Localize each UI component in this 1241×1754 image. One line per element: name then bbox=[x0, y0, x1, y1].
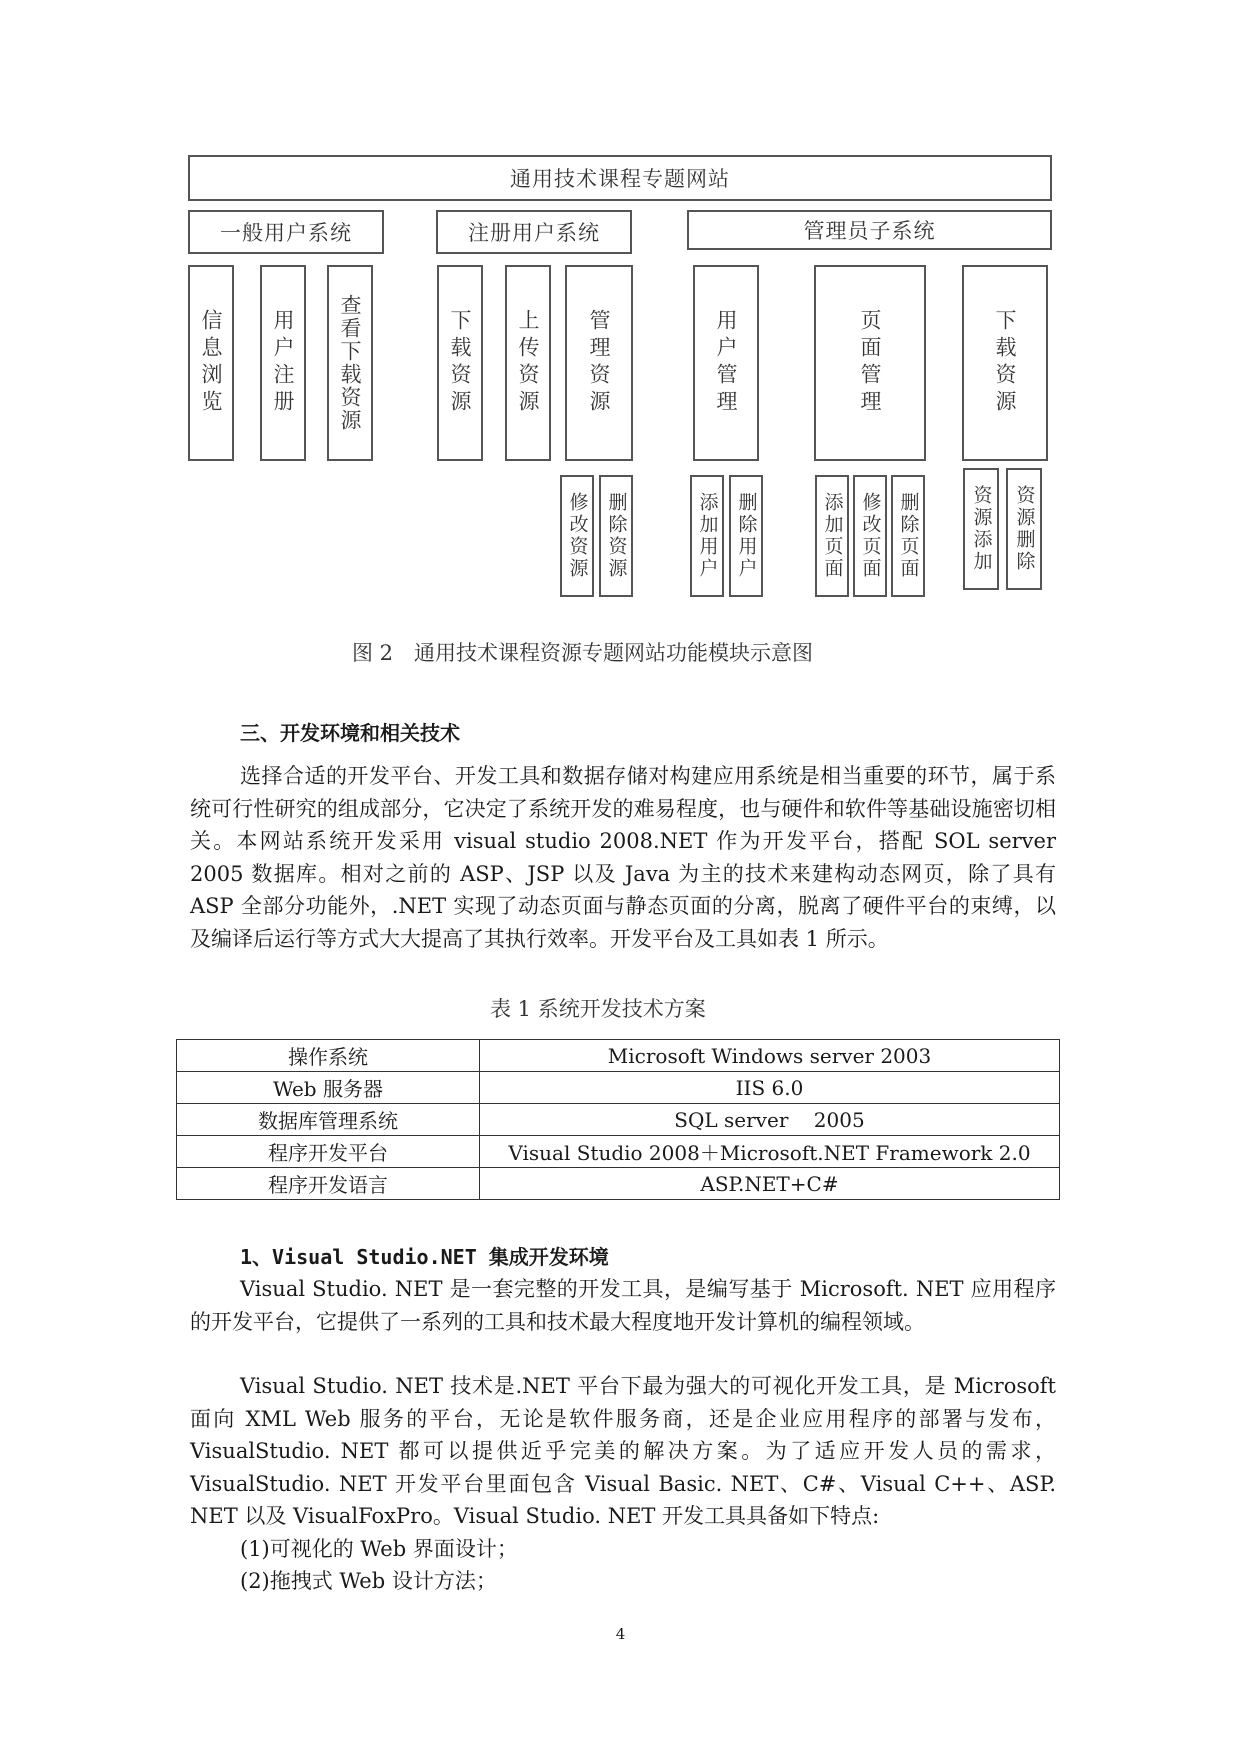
module-download-resource: 下载资源 bbox=[437, 265, 483, 461]
module-info-browse: 信息浏览 bbox=[188, 265, 234, 461]
submodule-modify-page: 修改页面 bbox=[853, 475, 887, 597]
submodule-delete-user: 删除用户 bbox=[729, 475, 763, 597]
table-cell: IIS 6.0 bbox=[480, 1072, 1060, 1104]
page-number: 4 bbox=[615, 1625, 626, 1643]
table-cell: Microsoft Windows server 2003 bbox=[480, 1040, 1060, 1072]
submodule-add-resource: 资源添加 bbox=[963, 468, 999, 590]
table-row bbox=[177, 1168, 1060, 1200]
paragraph-vs-detail: Visual Studio. NET 技术是.NET 平台下最为强大的可视化开发工具，是 Microsoft 面向 XML Web 服务的平台，无论是软件服务商，还是企业应用程序的部署与发布，VisualStudio. NET 都可以提供近乎完美的解决方案。为了适应开发人员的需求，VisualStudio. NET 开发平台里面包含 Visual Basic. NET、C#、Visual C++、ASP. NET 以及 VisualFoxPro。Visual Studio. NET 开发工具具备如下特点: bbox=[190, 1374, 1056, 1528]
table-cell: 程序开发平台 bbox=[177, 1136, 480, 1168]
table-row bbox=[177, 1104, 1060, 1136]
table-cell: Visual Studio 2008＋Microsoft.NET Framework 2.0 bbox=[480, 1136, 1060, 1168]
diagram-root-box: 通用技术课程专题网站 bbox=[188, 155, 1052, 201]
paragraph-vs-intro: Visual Studio. NET 是一套完整的开发工具，是编写基于 Microsoft. NET 应用程序的开发平台，它提供了一系列的工具和技术最大程度地开发计算机的编程领域。 bbox=[190, 1277, 1056, 1334]
table-cell: SQL server 2005 bbox=[480, 1104, 1060, 1136]
submodule-add-page: 添加页面 bbox=[815, 475, 849, 597]
table-caption: 表 1 系统开发技术方案 bbox=[490, 997, 706, 1021]
table-cell: 程序开发语言 bbox=[177, 1168, 480, 1200]
submodule-remove-resource: 资源删除 bbox=[1006, 468, 1042, 590]
module-admin-download: 下载资源 bbox=[962, 265, 1048, 461]
module-upload-resource: 上传资源 bbox=[505, 265, 551, 461]
module-manage-resource: 管理资源 bbox=[565, 265, 633, 461]
intro-paragraph: 选择合适的开发平台、开发工具和数据存储对构建应用系统是相当重要的环节，属于系统可行性研究的组成部分，它决定了系统开发的难易程度，也与硬件和软件等基础设施密切相关。本网站系统开发采用 visual studio 2008.NET 作为开发平台，搭配 SOL server 2005 数据库。相对之前的 ASP、JSP 以及 Java 为主的技术来建构动态网页，除了具有 ASP 全部分功能外，.NET 实现了动态页面与静态页面的分离，脱离了硬件平台的束缚，以及编译后运行等方式大大提高了其执行效率。开发平台及工具如表 1 所示。 bbox=[190, 764, 1056, 951]
module-page-management: 页面管理 bbox=[814, 265, 926, 461]
figure-caption: 图 2 通用技术课程资源专题网站功能模块示意图 bbox=[352, 641, 814, 665]
subsection-heading: 1、Visual Studio.NET 集成开发环境 bbox=[240, 1245, 609, 1269]
table-row bbox=[177, 1072, 1060, 1104]
module-user-management: 用户管理 bbox=[693, 265, 759, 461]
tech-table bbox=[176, 1039, 1060, 1200]
submodule-add-user: 添加用户 bbox=[690, 475, 724, 597]
subsystem-registered-user: 注册用户系统 bbox=[436, 210, 632, 254]
module-view-download: 查看下载资源 bbox=[327, 265, 373, 461]
submodule-modify-resource: 修改资源 bbox=[560, 475, 594, 597]
table-row bbox=[177, 1136, 1060, 1168]
submodule-delete-resource: 删除资源 bbox=[599, 475, 633, 597]
table-cell: 操作系统 bbox=[177, 1040, 480, 1072]
table-cell: 数据库管理系统 bbox=[177, 1104, 480, 1136]
section-heading: 三、开发环境和相关技术 bbox=[240, 721, 460, 745]
module-user-register: 用户注册 bbox=[260, 265, 306, 461]
table-row bbox=[177, 1040, 1060, 1072]
feature-item-1: (1)可视化的 Web 界面设计； bbox=[240, 1537, 518, 1561]
subsystem-admin: 管理员子系统 bbox=[687, 210, 1052, 250]
table-cell: Web 服务器 bbox=[177, 1072, 480, 1104]
feature-item-2: (2)拖拽式 Web 设计方法； bbox=[240, 1569, 497, 1593]
subsystem-general-user: 一般用户系统 bbox=[188, 210, 384, 254]
table-cell: ASP.NET+C# bbox=[480, 1168, 1060, 1200]
submodule-delete-page: 删除页面 bbox=[891, 475, 925, 597]
